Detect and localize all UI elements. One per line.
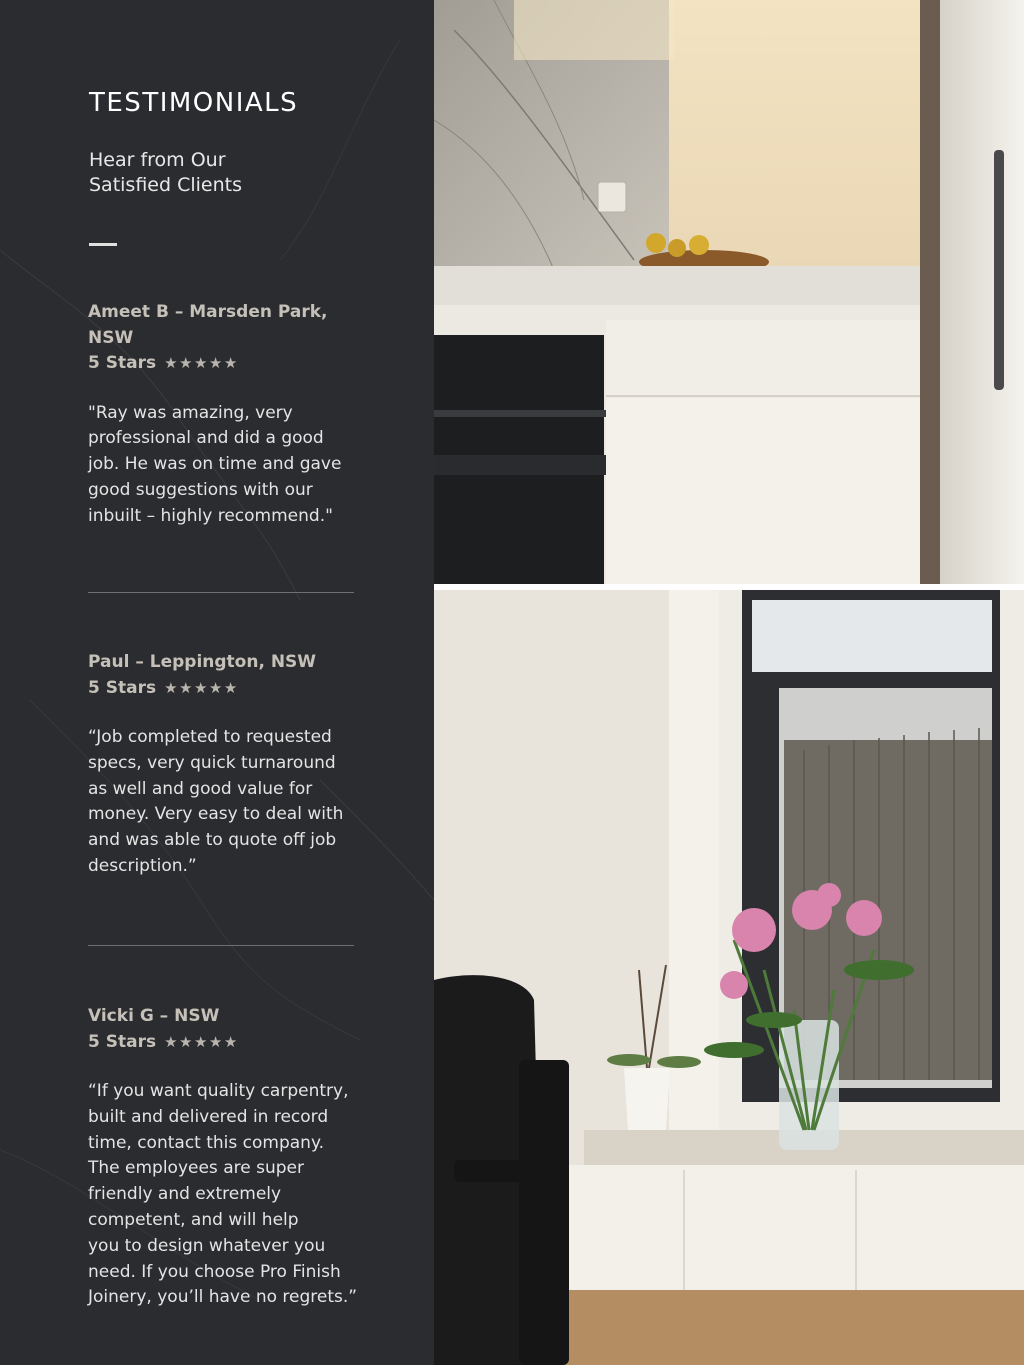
testimonial-paul — [88, 650, 363, 880]
subtitle-line: Hear from Our — [89, 149, 226, 171]
testimonial-ameet — [88, 300, 363, 529]
living-room-photo — [434, 590, 1024, 1365]
testimonial-author — [88, 300, 363, 351]
kitchen-photo — [434, 0, 1024, 584]
title-dash-divider — [89, 243, 117, 246]
star-rating-icon: ★★★★★ — [164, 678, 239, 697]
quote-line: The employees are super — [88, 1158, 304, 1179]
quote-line: competent, and will help — [88, 1209, 299, 1230]
quote-line: friendly and extremely — [88, 1184, 282, 1205]
quote-line: job. He was on time and gave — [88, 454, 342, 475]
quote-line: as well and good value for — [88, 778, 313, 799]
testimonials-panel — [0, 0, 434, 1365]
testimonial-author — [88, 650, 363, 676]
testimonial-quote — [88, 1079, 363, 1311]
testimonial-author — [88, 1004, 363, 1030]
quote-line: and was able to quote off job — [88, 830, 337, 851]
quote-line: need. If you choose Pro Finish — [88, 1261, 341, 1282]
subtitle-line: Satisfied Clients — [89, 174, 242, 196]
author-line: Ameet B – Marsden Park, — [88, 302, 328, 322]
testimonial-quote — [88, 401, 363, 530]
quote-line: time, contact this company. — [88, 1132, 324, 1153]
quote-line: "Ray was amazing, very — [88, 402, 293, 423]
testimonial-rating — [88, 351, 363, 377]
quote-line: “If you want quality carpentry, — [88, 1081, 349, 1101]
quote-line: money. Very easy to deal with — [88, 804, 344, 825]
quote-line: you to design whatever you — [88, 1235, 326, 1256]
rating-label: 5 Stars — [88, 353, 157, 373]
quote-line: “Job completed to requested — [88, 727, 332, 747]
author-line: NSW — [88, 327, 134, 348]
testimonial-divider — [88, 945, 354, 946]
star-rating-icon: ★★★★★ — [164, 354, 239, 372]
page-subtitle — [89, 148, 349, 198]
testimonial-rating — [88, 1030, 363, 1056]
testimonial-vicki — [88, 1004, 363, 1311]
page-title: TESTIMONIALS — [89, 88, 299, 118]
star-rating-icon: ★★★★★ — [164, 1032, 239, 1051]
author-line: Vicki G – NSW — [88, 1006, 220, 1026]
testimonial-quote — [88, 725, 363, 880]
rating-label: 5 Stars — [88, 677, 157, 698]
quote-line: professional and did a good — [88, 428, 324, 449]
testimonial-rating — [88, 676, 363, 702]
quote-line: built and delivered in record — [88, 1106, 329, 1127]
quote-line: good suggestions with our — [88, 479, 313, 500]
author-line: Paul – Leppington, NSW — [88, 652, 317, 672]
testimonial-divider — [88, 592, 354, 593]
quote-line: description.” — [88, 855, 197, 876]
rating-label: 5 Stars — [88, 1031, 157, 1052]
quote-line: inbuilt – highly recommend." — [88, 505, 333, 526]
quote-line: specs, very quick turnaround — [88, 752, 336, 773]
quote-line: Joinery, you’ll have no regrets.” — [88, 1287, 358, 1308]
